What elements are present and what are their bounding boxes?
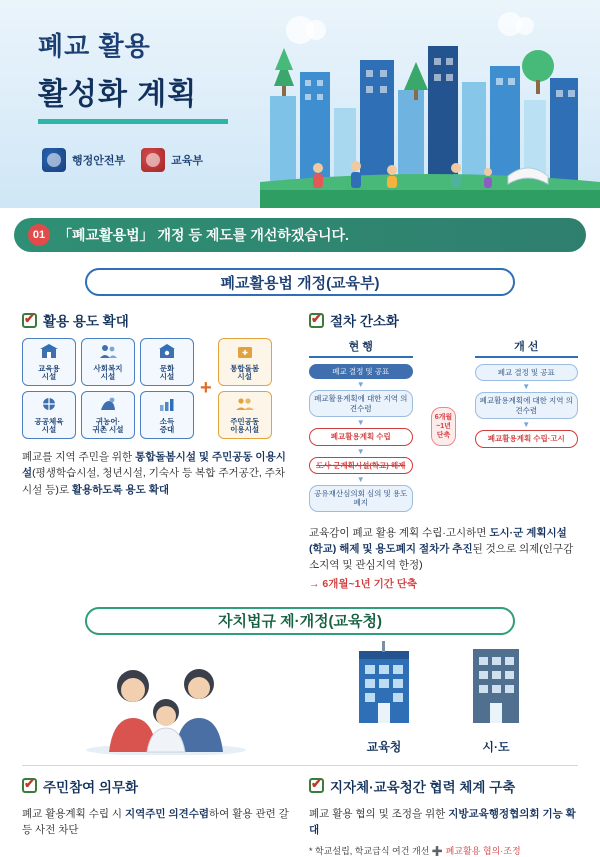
block2-heading: 자치법규 제·개정(교육청) <box>85 607 515 635</box>
section-01-bar <box>14 218 586 252</box>
poster-title <box>38 26 228 124</box>
arrow-down-icon: ▼ <box>522 382 531 392</box>
rural-return-icon <box>98 396 118 412</box>
block2-right-check-title <box>309 776 578 796</box>
block1-left <box>22 310 291 593</box>
culture-house-icon <box>157 343 177 359</box>
flow-step: 도사·군계획시설(학교) 해제 <box>309 457 413 474</box>
building-city-hall <box>463 641 529 755</box>
block2-left-desc: 폐교 활용계획 수립 시 지역주민 의견수렴하여 활용 관련 갈등 사전 차단 <box>22 807 289 836</box>
icon-card-education <box>22 338 76 386</box>
plus-icon: + <box>200 377 212 399</box>
logo-label-moe: 교육부 <box>171 155 204 167</box>
block2-right-title: 지자체·교육청간 협력 체계 구축 <box>330 779 516 795</box>
flow-step: 폐교활용계획 수립·고시 <box>475 430 579 447</box>
icon-card-community <box>218 391 272 439</box>
icon-label-7: 주민공동 이용시설 <box>230 416 260 435</box>
icon-label-2: 문화 시설 <box>159 363 175 382</box>
arrow-down-icon: ▼ <box>356 474 365 484</box>
city-illustration <box>260 0 600 208</box>
reduction-pill: 6개월 ~1년 단축 <box>431 407 456 446</box>
logo-moi <box>42 148 125 172</box>
sports-icon <box>39 396 59 412</box>
block2-right <box>309 776 578 857</box>
check-icon <box>22 313 37 328</box>
flow-current <box>309 338 413 515</box>
icon-label-3: 공공체육 시설 <box>34 416 64 435</box>
footnote-bullet-icon: ➕ <box>431 846 444 857</box>
check-icon <box>309 778 324 793</box>
block2-left-title: 주민참여 의무화 <box>43 779 139 795</box>
arrow-down-icon: ▼ <box>522 420 531 430</box>
footnote-a: * 학교설립, 학교급식 여건 개선 <box>309 846 430 857</box>
flow-current-head: 현 행 <box>309 338 413 358</box>
flow-step: 폐교활용계획에 대한 지역 의견수렴 <box>475 392 579 419</box>
icon-card-culture <box>140 338 194 386</box>
block1-columns <box>0 310 600 593</box>
footnote-b: 폐교활용 협의·조정 <box>445 846 521 857</box>
logo-moe <box>141 148 203 172</box>
flow-improved <box>475 338 579 515</box>
procedure-flow <box>309 338 578 515</box>
usage-icon-grid <box>22 338 291 439</box>
block2-columns <box>0 776 600 857</box>
icon-label-0: 교육용 시설 <box>38 363 60 382</box>
buildings-group <box>351 641 529 755</box>
flow-step: 폐교 결정 및 공표 <box>475 364 579 381</box>
right-description-arrow: → 6개월~1년 기간 단축 <box>309 578 418 591</box>
flow-step: 공유재산심의회 심의 및 용도 폐지 <box>309 485 413 512</box>
arrow-down-icon: ▼ <box>356 418 365 428</box>
icon-label-1: 사회복지 시설 <box>93 363 123 382</box>
title-line-1: 폐교 활용 <box>38 31 151 61</box>
school-building-icon <box>39 343 59 359</box>
flow-step: 폐교활용계획에 대한 지역 의견수렴 <box>309 390 413 417</box>
icon-card-income <box>140 391 194 439</box>
icon-card-sports <box>22 391 76 439</box>
icon-card-welfare <box>81 338 135 386</box>
title-line-2: 활성화 계획 <box>38 78 198 111</box>
people-care-icon <box>98 343 118 359</box>
section-01-title: 「폐교활용법」 개정 등 제도를 개선하겠습니다. <box>58 227 349 243</box>
block2-footnote <box>309 844 578 857</box>
building-label-edu: 교육청 <box>366 739 402 754</box>
arrow-down-icon: ▼ <box>356 380 365 390</box>
left-description: 폐교를 지역 주민을 위한 통합돌봄시설 및 주민공동 이용시설(평생학습시설, 청년시설, 기숙사 등 복합 주거공간, 주차시설 등)로 활용하도록 용도 확대 <box>22 451 286 496</box>
check-icon <box>309 313 324 328</box>
icon-card-care <box>218 338 272 386</box>
existing-uses <box>22 338 194 439</box>
icon-label-6: 통합돌봄 시설 <box>230 363 260 382</box>
section-number-badge: 01 <box>28 224 50 246</box>
community-facility-icon <box>235 396 255 412</box>
left-check-title <box>22 310 291 330</box>
title-underline <box>38 119 228 124</box>
flow-step: 폐교 결정 및 공표 <box>309 364 413 379</box>
added-uses <box>218 338 272 439</box>
logo-label-moi: 행정안전부 <box>72 155 126 167</box>
care-center-icon <box>235 343 255 359</box>
flow-reduction-note <box>423 338 465 515</box>
flow-step: 폐교활용계획 수립 <box>309 428 413 445</box>
right-description: 교육감이 폐교 활용 계획 수립·고시하면 도시·군 계획시설(학교) 해제 및 용도폐지 절차가 추진된 것으로 의제(인구감소지역 및 관심지역 한정) → 6개월~1년 기간 단축 <box>309 525 578 593</box>
left-title-text: 활용 용도 확대 <box>43 314 129 329</box>
icon-label-4: 귀농어· 귀촌 시설 <box>92 416 124 435</box>
flow-improved-head: 개 선 <box>475 338 579 358</box>
icon-label-5: 소득 증대 <box>159 416 175 435</box>
building-edu-office <box>351 641 417 755</box>
education-ministry-emblem-icon <box>141 148 165 172</box>
right-check-title <box>309 310 578 330</box>
right-title-text: 절차 간소화 <box>330 314 399 329</box>
block1-heading: 폐교활용법 개정(교육부) <box>85 268 515 296</box>
arrow-down-icon: ▼ <box>356 446 365 456</box>
government-emblem-icon <box>42 148 66 172</box>
hero-banner <box>0 0 600 208</box>
block1-right <box>309 310 578 593</box>
income-growth-icon <box>157 396 177 412</box>
block2-left-check-title <box>22 776 291 796</box>
city-hall-building-icon <box>463 641 529 727</box>
block2-illustrations <box>0 641 600 755</box>
check-icon <box>22 778 37 793</box>
block2-right-desc: 폐교 활용 협의 및 조정을 위한 지방교육행정협의회 기능 확대 <box>309 807 576 836</box>
block2-left <box>22 776 291 857</box>
family-illustration <box>71 660 261 755</box>
office-building-icon <box>351 641 417 727</box>
building-label-city: 시·도 <box>482 739 510 754</box>
ministry-logos <box>42 148 203 172</box>
divider <box>22 765 578 766</box>
icon-card-rural <box>81 391 135 439</box>
